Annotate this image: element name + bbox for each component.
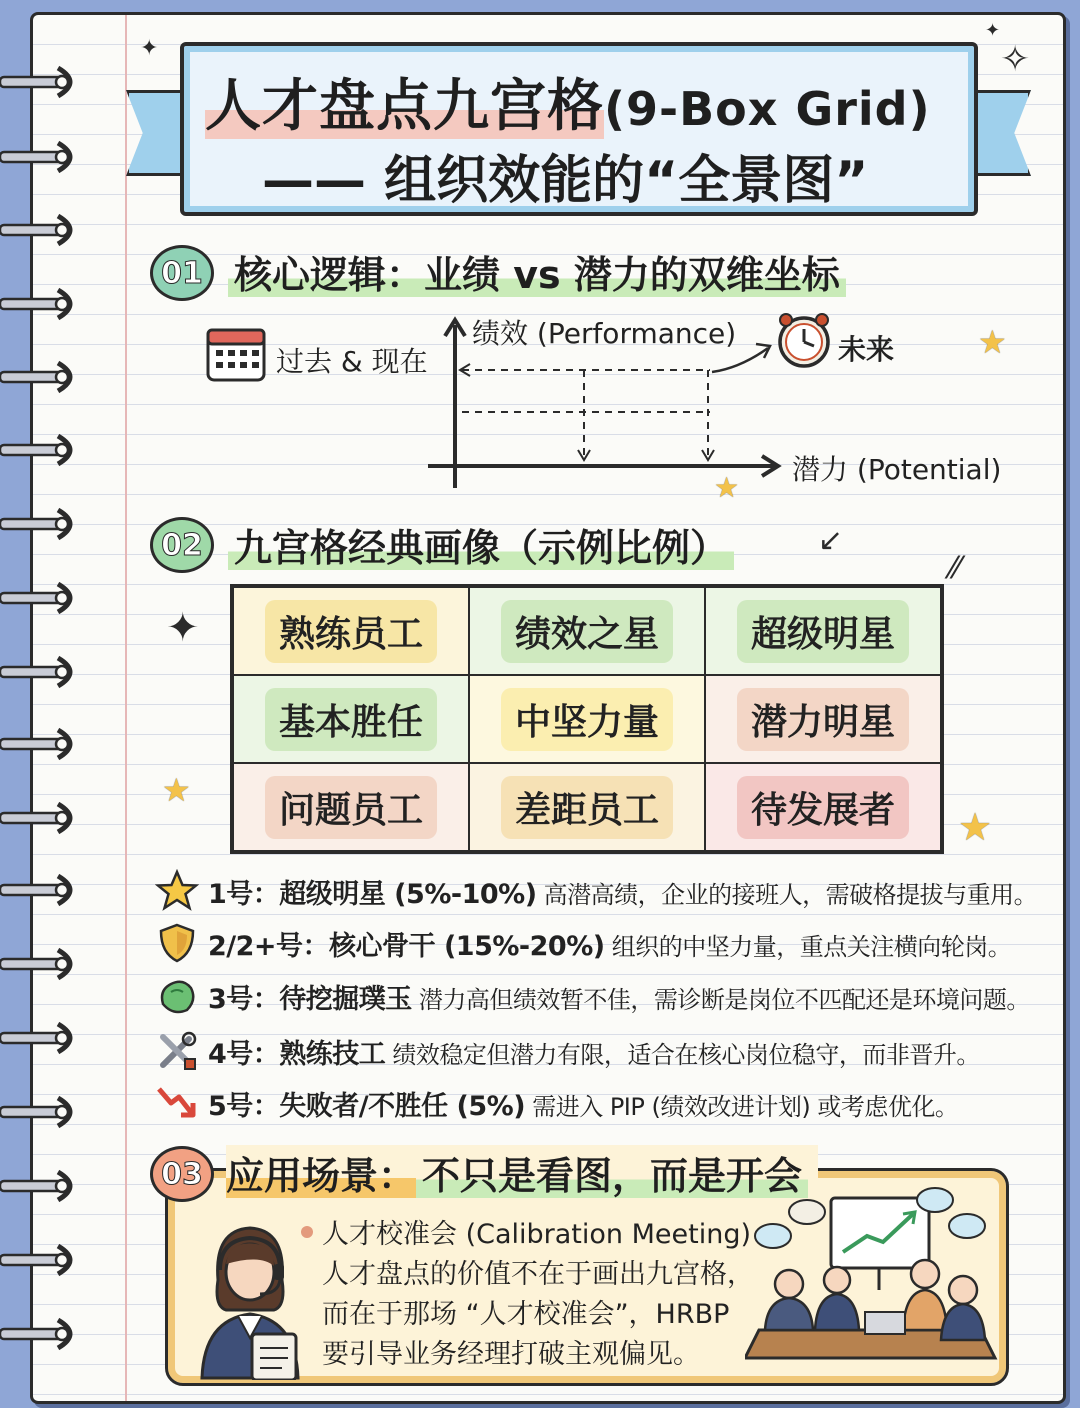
grid-cell-label: 问题员工 bbox=[265, 776, 437, 839]
list-item bbox=[152, 1028, 980, 1074]
section-badge-03 bbox=[150, 1146, 214, 1202]
grid-cell-label: 超级明星 bbox=[737, 600, 909, 663]
spiral-ring bbox=[0, 868, 80, 912]
list-item-head: 2/2+号：核心骨干 (15%-20%) bbox=[208, 930, 605, 962]
list-item-text bbox=[208, 977, 1030, 1016]
meeting-illustration bbox=[745, 1180, 1000, 1370]
trend-down-icon bbox=[152, 1081, 202, 1125]
dashed-guides bbox=[462, 370, 710, 458]
list-item bbox=[152, 973, 1030, 1019]
list-item bbox=[152, 1080, 958, 1126]
sparkle-lines-icon: ⁄⁄ bbox=[950, 551, 961, 586]
list-item-head: 5号：失败者/不胜任 (5%) bbox=[208, 1090, 526, 1122]
list-item-text bbox=[208, 924, 1011, 963]
section-badge-02 bbox=[150, 517, 214, 573]
grid-cell bbox=[705, 587, 941, 675]
list-item-body: 需进入 PIP (绩效改进计划) 或考虑优化。 bbox=[525, 1092, 959, 1121]
section2-title bbox=[228, 517, 734, 572]
jade-icon bbox=[152, 974, 202, 1018]
list-item-text bbox=[208, 1032, 980, 1071]
grid-cell bbox=[469, 587, 705, 675]
spiral-ring bbox=[0, 722, 80, 766]
past-label: 过去 & 现在 bbox=[276, 345, 428, 378]
section2-title-text: 九宫格经典画像（示例比例） bbox=[228, 526, 734, 570]
nine-box-grid bbox=[230, 584, 944, 854]
sparkle-icon: ✦ bbox=[166, 605, 200, 651]
grid-cell-label: 待发展者 bbox=[737, 776, 909, 839]
sparkle-icon: ✦ bbox=[140, 36, 159, 61]
laptop-icon bbox=[865, 1312, 905, 1334]
spiral-ring bbox=[0, 650, 80, 694]
title-english: (9-Box Grid) bbox=[604, 82, 931, 136]
shield-icon bbox=[152, 921, 202, 965]
spiral-ring bbox=[0, 1090, 80, 1134]
grid-cell-label: 基本胜任 bbox=[265, 688, 437, 751]
spiral-ring bbox=[0, 942, 80, 986]
list-item bbox=[152, 920, 1011, 966]
section3-title-a: 应用场景： bbox=[226, 1154, 417, 1198]
spiral-ring bbox=[0, 1238, 80, 1282]
spiral-ring bbox=[0, 1016, 80, 1060]
axis-diagram bbox=[0, 0, 1080, 520]
alarm-clock-icon bbox=[780, 314, 828, 366]
list-item-text bbox=[208, 872, 1037, 911]
star-icon bbox=[152, 869, 202, 913]
star-icon: ★ bbox=[714, 471, 740, 504]
spiral-ring bbox=[0, 1312, 80, 1356]
tools-icon bbox=[152, 1029, 202, 1073]
spiral-ring bbox=[0, 1164, 80, 1208]
scenario-line-1: 人才盘点的价值不在于画出九宫格， bbox=[322, 1259, 754, 1290]
grid-cell bbox=[233, 587, 469, 675]
grid-cell bbox=[233, 675, 469, 763]
list-item-head: 1号：超级明星 (5%-10%) bbox=[208, 878, 537, 910]
grid-cell-label: 差距员工 bbox=[501, 776, 673, 839]
sparkle-icon: ✦ bbox=[985, 20, 1001, 41]
list-item-text bbox=[208, 1084, 958, 1123]
badge-number: 03 bbox=[161, 1156, 203, 1192]
grid-cell bbox=[469, 675, 705, 763]
spiral-ring bbox=[0, 576, 80, 620]
star-icon: ★ bbox=[162, 771, 191, 809]
badge-number: 01 bbox=[161, 255, 203, 291]
grid-cell-label: 熟练员工 bbox=[265, 600, 437, 663]
y-axis-label: 绩效 (Performance) bbox=[472, 317, 737, 350]
list-item-head: 3号：待挖掘璞玉 bbox=[208, 983, 412, 1015]
spiral-ring bbox=[0, 796, 80, 840]
arrow-icon: ↙ bbox=[818, 523, 844, 558]
grid-cell bbox=[469, 763, 705, 851]
hr-person-illustration bbox=[190, 1210, 310, 1380]
bullet-title: 人才校准会 (Calibration Meeting) bbox=[322, 1219, 751, 1250]
list-item-body: 组织的中坚力量，重点关注横向轮岗。 bbox=[604, 932, 1012, 961]
section1-title-text: 核心逻辑：业绩 vs 潜力的双维坐标 bbox=[228, 253, 846, 297]
section3-title-b: 不只是看图，而是开会 bbox=[416, 1154, 808, 1198]
future-label: 未来 bbox=[838, 333, 895, 366]
presentation-board bbox=[831, 1198, 929, 1268]
grid-cell bbox=[705, 763, 941, 851]
badge-number: 02 bbox=[161, 527, 203, 563]
scenario-line-2: 而在于那场 “人才校准会”，HRBP bbox=[322, 1299, 730, 1330]
grid-cell-label: 潜力明星 bbox=[737, 688, 909, 751]
list-item-body: 潜力高但绩效暂不佳，需诊断是岗位不匹配还是环境问题。 bbox=[411, 985, 1030, 1014]
grid-cell bbox=[705, 675, 941, 763]
calendar-icon bbox=[208, 330, 264, 380]
list-item-body: 高潜高绩，企业的接班人，需破格提拔与重用。 bbox=[536, 880, 1038, 909]
list-item-head: 4号：熟练技工 bbox=[208, 1038, 386, 1070]
page-subtitle: —— 组织效能的“全景图” bbox=[262, 151, 869, 211]
title-main: 人才盘点九宫格 bbox=[205, 74, 604, 139]
star-icon: ★ bbox=[978, 323, 1007, 361]
grid-cell-label: 绩效之星 bbox=[501, 600, 673, 663]
list-item-body: 绩效稳定但潜力有限，适合在核心岗位稳守，而非晋升。 bbox=[385, 1040, 980, 1069]
grid-cell bbox=[233, 763, 469, 851]
section3-title bbox=[226, 1145, 818, 1200]
star-icon: ★ bbox=[958, 805, 993, 849]
sparkle-icon: ✧ bbox=[1000, 39, 1031, 80]
grid-cell-label: 中坚力量 bbox=[501, 688, 673, 751]
scenario-line-3: 要引导业务经理打破主观偏见。 bbox=[322, 1339, 700, 1370]
list-item bbox=[152, 868, 1037, 914]
x-axis-label: 潜力 (Potential) bbox=[792, 453, 1002, 486]
